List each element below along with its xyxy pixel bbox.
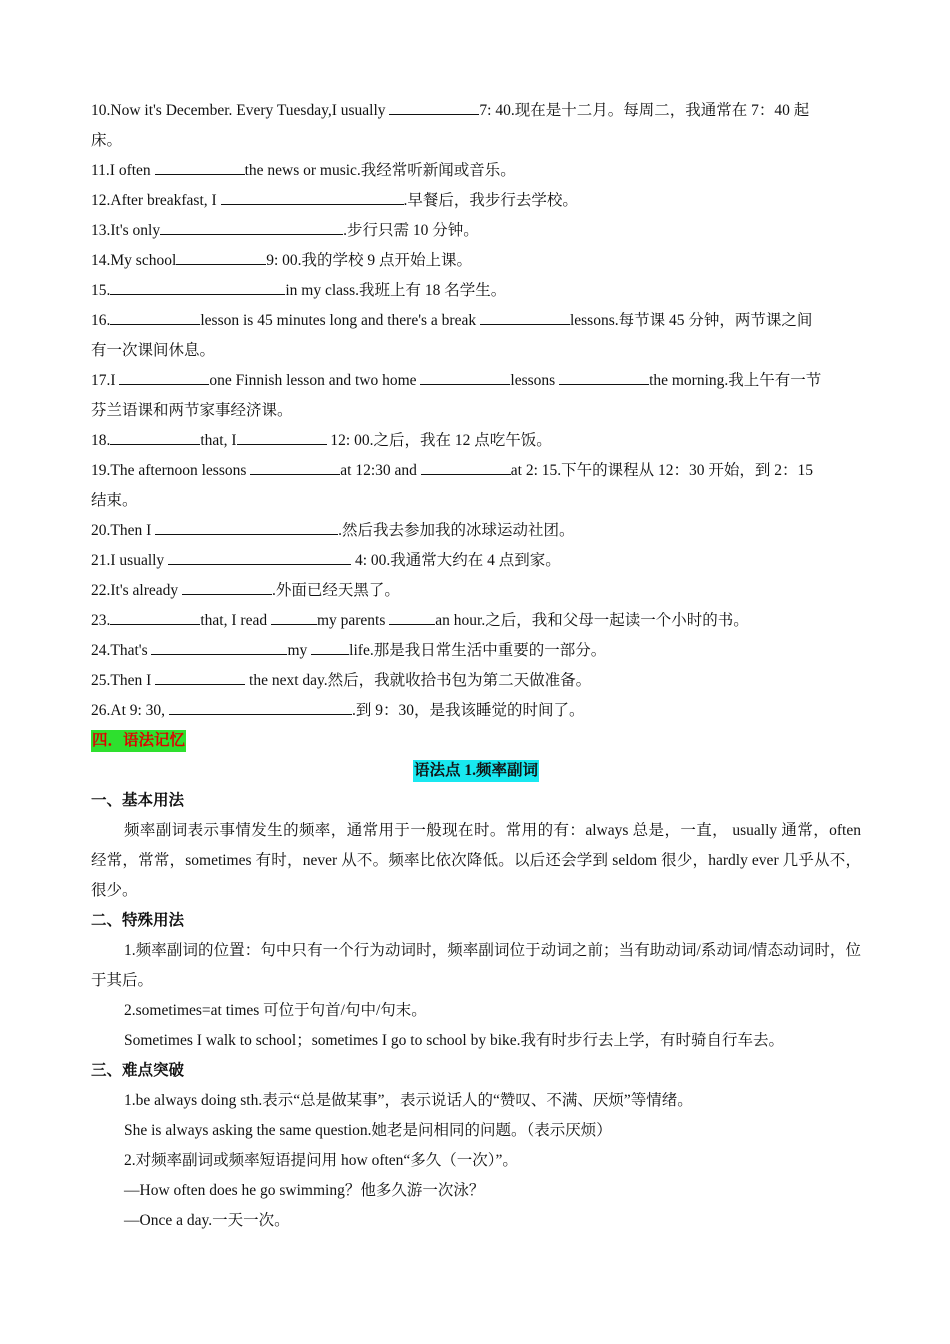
difficult-point-2: 2.对频率副词或频率短语提问用 how often“多久（一次）”。 xyxy=(124,1152,518,1169)
answer-blank[interactable] xyxy=(480,306,570,325)
exercise-24 xyxy=(91,636,861,666)
exercise-text: 11.I often xyxy=(91,162,155,179)
difficult-point-1: 1.be always doing sth.表示“总是做某事”，表示说话人的“赞叹、不满、厌烦”等情绪。 xyxy=(124,1092,693,1109)
exercise-11 xyxy=(91,156,861,186)
answer-blank[interactable] xyxy=(151,636,287,655)
exercise-text: an hour.之后，我和父母一起读一个小时的书。 xyxy=(435,612,749,629)
basic-usage-heading: 一、基本用法 xyxy=(91,792,185,809)
exercise-20 xyxy=(91,516,861,546)
section-title: 四．语法记忆 xyxy=(91,730,186,752)
answer-blank[interactable] xyxy=(110,306,200,325)
exercise-text: 14.My school xyxy=(91,252,177,269)
exercise-text: 15. xyxy=(91,282,111,299)
exercise-17 xyxy=(91,366,861,396)
exercise-14 xyxy=(91,246,861,276)
exercise-text: .然后我去参加我的冰球运动社团。 xyxy=(338,522,575,539)
answer-blank[interactable] xyxy=(420,366,510,385)
exercise-text: 10.Now it's December. Every Tuesday,I usually xyxy=(91,102,390,119)
exercise-text: 12: 00.之后，我在 12 点吃午饭。 xyxy=(326,432,552,449)
answer-blank[interactable] xyxy=(169,696,352,715)
exercise-text: .到 9：30，是我该睡觉的时间了。 xyxy=(351,702,585,719)
dialogue-question: —How often does he go swimming？他多久游一次泳？ xyxy=(124,1182,485,1199)
exercise-22 xyxy=(91,576,861,606)
special-usage-point-2: 2.sometimes=at times 可位于句首/句中/句末。 xyxy=(124,1002,427,1019)
answer-blank[interactable] xyxy=(559,366,649,385)
exercise-25 xyxy=(91,666,861,696)
exercise-text: 13.It's only xyxy=(91,222,161,239)
special-usage-point-1: 1.频率副词的位置：句中只有一个行为动词时，频率副词位于动词之前；当有助动词/系动词/情态动词时，位于其后。 xyxy=(91,942,861,989)
exercise-13 xyxy=(91,216,861,246)
document-content xyxy=(91,96,861,1236)
exercise-19-continued: 结束。 xyxy=(91,492,138,509)
difficult-points-heading: 三、难点突破 xyxy=(91,1062,185,1079)
exercise-text: the news or music.我经常听新闻或音乐。 xyxy=(244,162,516,179)
exercise-text: .步行只需 10 分钟。 xyxy=(343,222,479,239)
answer-blank[interactable] xyxy=(155,516,338,535)
exercise-16-continued: 有一次课间休息。 xyxy=(91,342,216,359)
exercise-19 xyxy=(91,456,861,486)
answer-blank[interactable] xyxy=(237,426,327,445)
exercise-text: 21.I usually xyxy=(91,552,169,569)
answer-blank[interactable] xyxy=(110,426,200,445)
difficult-point-1-example: She is always asking the same question.她老是问相同的问题。（表示厌烦） xyxy=(124,1122,612,1139)
exercise-text: 16. xyxy=(91,312,111,329)
exercise-17-continued: 芬兰语课和两节家事经济课。 xyxy=(91,402,293,419)
answer-blank[interactable] xyxy=(221,186,404,205)
answer-blank[interactable] xyxy=(389,96,479,115)
answer-blank[interactable] xyxy=(110,606,200,625)
answer-blank[interactable] xyxy=(421,456,511,475)
answer-blank[interactable] xyxy=(155,666,245,685)
answer-blank[interactable] xyxy=(182,576,272,595)
exercise-text: 7: 40.现在是十二月。每周二，我通常在 7：40 起 xyxy=(479,102,810,119)
exercise-text: 26.At 9: 30, xyxy=(91,702,169,719)
grammar-point-heading xyxy=(91,756,861,786)
exercise-text: 24.That's xyxy=(91,642,152,659)
exercise-text: the morning.我上午有一节 xyxy=(649,372,822,389)
exercise-text: 4: 00.我通常大约在 4 点到家。 xyxy=(351,552,561,569)
exercise-text: 19.The afternoon lessons xyxy=(91,462,251,479)
answer-blank[interactable] xyxy=(168,546,351,565)
exercise-text: my parents xyxy=(316,612,390,629)
exercise-text: that, I xyxy=(200,432,237,449)
exercise-text: 20.Then I xyxy=(91,522,156,539)
exercise-18 xyxy=(91,426,861,456)
exercise-text: my xyxy=(287,642,312,659)
exercise-text: one Finnish lesson and two home xyxy=(209,372,421,389)
answer-blank[interactable] xyxy=(155,156,245,175)
exercise-text: 25.Then I xyxy=(91,672,156,689)
answer-blank[interactable] xyxy=(119,366,209,385)
dialogue-answer: —Once a day.一天一次。 xyxy=(124,1212,290,1229)
exercise-text: 12.After breakfast, I xyxy=(91,192,221,209)
exercise-text: .外面已经天黑了。 xyxy=(272,582,400,599)
exercise-text: 17.I xyxy=(91,372,120,389)
exercise-text: 18. xyxy=(91,432,111,449)
exercise-text: 22.It's already xyxy=(91,582,183,599)
section-heading xyxy=(91,726,861,756)
answer-blank[interactable] xyxy=(250,456,340,475)
exercise-10-continued: 床。 xyxy=(91,132,123,149)
exercise-text: lessons.每节课 45 分钟，两节课之间 xyxy=(569,312,813,329)
exercise-text: lessons xyxy=(510,372,560,389)
exercise-text: at 12:30 and xyxy=(340,462,421,479)
exercise-text: 9: 00.我的学校 9 点开始上课。 xyxy=(266,252,473,269)
exercise-text: lesson is 45 minutes long and there's a break xyxy=(200,312,480,329)
answer-blank[interactable] xyxy=(110,276,285,295)
grammar-point-title: 语法点 1.频率副词 xyxy=(413,760,539,782)
answer-blank[interactable] xyxy=(160,216,343,235)
exercise-23 xyxy=(91,606,861,636)
exercise-26 xyxy=(91,696,861,726)
exercise-16 xyxy=(91,306,861,336)
exercise-text: life.那是我日常生活中重要的一部分。 xyxy=(349,642,607,659)
exercise-12 xyxy=(91,186,861,216)
exercise-text: 23. xyxy=(91,612,111,629)
special-usage-heading: 二、特殊用法 xyxy=(91,912,185,929)
answer-blank[interactable] xyxy=(311,636,349,655)
exercise-10 xyxy=(91,96,861,126)
answer-blank[interactable] xyxy=(176,246,266,265)
exercise-text: .早餐后，我步行去学校。 xyxy=(403,192,578,209)
special-usage-example: Sometimes I walk to school；sometimes I go to school by bike.我有时步行去上学，有时骑自行车去。 xyxy=(124,1032,785,1049)
exercise-text: at 2: 15.下午的课程从 12：30 开始，到 2：15 xyxy=(510,462,814,479)
exercise-text: that, I read xyxy=(200,612,271,629)
answer-blank[interactable] xyxy=(389,606,435,625)
exercise-15 xyxy=(91,276,861,306)
basic-usage-paragraph: 频率副词表示事情发生的频率，通常用于一般现在时。常用的有：always 总是，一直， usually 通常，often 经常，常常，sometimes 有时，never 从不。频率比依次降低。以后还会学到 seldom 很少，hardly ever 几乎从不，很少。 xyxy=(91,822,861,899)
exercise-21 xyxy=(91,546,861,576)
exercise-text: the next day.然后，我就收拾书包为第二天做准备。 xyxy=(245,672,592,689)
answer-blank[interactable] xyxy=(271,606,317,625)
exercise-text: in my class.我班上有 18 名学生。 xyxy=(285,282,507,299)
